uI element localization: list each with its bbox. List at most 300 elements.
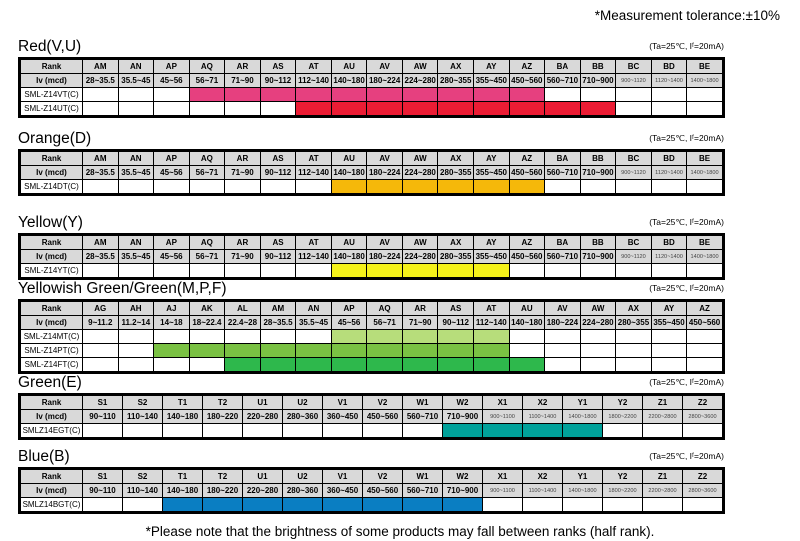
rank-header-cell: X1 [483, 470, 523, 484]
iv-label-cell: Iv (mcd) [21, 250, 83, 264]
rank-empty-cell [651, 88, 687, 102]
iv-value-cell: 710~900 [580, 250, 616, 264]
rank-empty-cell [83, 102, 119, 116]
rank-empty-cell [283, 424, 323, 438]
iv-value-cell: 180~224 [367, 74, 403, 88]
rank-header-row [21, 60, 723, 74]
rank-fill-cell [438, 102, 474, 116]
test-condition: (Ta=25℃, Iᶠ=20mA) [649, 283, 724, 293]
section-header [18, 38, 724, 57]
rank-header-cell: AG [83, 302, 119, 316]
rank-header-cell: AM [83, 60, 119, 74]
iv-value-cell: 90~112 [438, 316, 474, 330]
rank-header-cell: S1 [83, 470, 123, 484]
product-name-cell: SML-Z14UT(C) [21, 102, 83, 116]
section-header [18, 130, 724, 149]
section-header [18, 280, 724, 299]
iv-label-cell: Iv (mcd) [21, 316, 83, 330]
rank-empty-cell [616, 88, 652, 102]
iv-value-cell: 280~360 [283, 484, 323, 498]
rank-empty-cell [687, 180, 723, 194]
product-name-cell: SML-Z14FT(C) [21, 358, 83, 372]
iv-value-cell: 18~22.4 [189, 316, 225, 330]
iv-value-cell: 112~140 [296, 74, 332, 88]
rank-label-cell: Rank [21, 60, 83, 74]
rank-empty-cell [687, 102, 723, 116]
iv-value-cell: 110~140 [123, 484, 163, 498]
iv-value-cell: 1400~1800 [687, 166, 723, 180]
iv-value-cell: 112~140 [296, 250, 332, 264]
rank-fill-cell [331, 344, 367, 358]
rank-empty-cell [683, 424, 723, 438]
rank-fill-cell [189, 344, 225, 358]
rank-header-cell: AV [545, 302, 581, 316]
iv-value-cell: 56~71 [367, 316, 403, 330]
rank-empty-cell [403, 424, 443, 438]
rank-empty-cell [651, 344, 687, 358]
rank-fill-cell [331, 180, 367, 194]
iv-row [21, 250, 723, 264]
rank-header-cell: Y1 [563, 396, 603, 410]
rank-table-frame [18, 233, 725, 280]
rank-empty-cell [545, 358, 581, 372]
rank-header-cell: AP [154, 236, 190, 250]
rank-empty-cell [545, 180, 581, 194]
iv-value-cell: 224~280 [402, 74, 438, 88]
rank-header-cell: BE [687, 236, 723, 250]
rank-empty-cell [189, 180, 225, 194]
rank-label-cell: Rank [21, 152, 83, 166]
rank-fill-cell [402, 358, 438, 372]
rank-empty-cell [563, 498, 603, 512]
iv-value-cell: 140~180 [163, 484, 203, 498]
iv-value-cell: 355~450 [474, 250, 510, 264]
iv-value-cell: 71~90 [225, 250, 261, 264]
section-title: Green(E) [18, 374, 82, 391]
iv-value-cell: 2800~3600 [683, 410, 723, 424]
rank-empty-cell [154, 358, 190, 372]
iv-value-cell: 1400~1800 [563, 410, 603, 424]
iv-value-cell: 35.5~45 [296, 316, 332, 330]
iv-value-cell: 1100~1400 [523, 410, 563, 424]
iv-value-cell: 180~224 [367, 250, 403, 264]
rank-fill-cell [438, 344, 474, 358]
iv-value-cell: 28~35.5 [83, 74, 119, 88]
rank-empty-cell [580, 88, 616, 102]
iv-value-cell: 355~450 [474, 166, 510, 180]
rank-empty-cell [154, 264, 190, 278]
rank-fill-cell [296, 102, 332, 116]
rank-header-cell: AH [118, 302, 154, 316]
rank-header-cell: AZ [509, 236, 545, 250]
rank-fill-cell [402, 344, 438, 358]
rank-fill-cell [367, 180, 403, 194]
iv-value-cell: 450~560 [687, 316, 723, 330]
table-row [21, 424, 723, 438]
iv-row [21, 410, 723, 424]
iv-value-cell: 1120~1400 [651, 166, 687, 180]
rank-empty-cell [189, 358, 225, 372]
rank-empty-cell [260, 180, 296, 194]
rank-table-frame [18, 299, 725, 374]
rank-fill-cell [509, 88, 545, 102]
iv-value-cell: 71~90 [225, 166, 261, 180]
rank-empty-cell [580, 330, 616, 344]
table-row [21, 180, 723, 194]
rank-empty-cell [154, 180, 190, 194]
rank-empty-cell [545, 344, 581, 358]
rank-header-cell: AX [438, 152, 474, 166]
rank-empty-cell [603, 424, 643, 438]
rank-empty-cell [545, 330, 581, 344]
rank-empty-cell [580, 358, 616, 372]
rank-header-cell: AZ [509, 60, 545, 74]
iv-value-cell: 450~560 [509, 166, 545, 180]
iv-label-cell: Iv (mcd) [21, 484, 83, 498]
iv-value-cell: 280~355 [438, 74, 474, 88]
rank-fill-cell [474, 264, 510, 278]
product-name-cell: SML-Z14YT(C) [21, 264, 83, 278]
rank-header-cell: V1 [323, 396, 363, 410]
rank-empty-cell [545, 264, 581, 278]
rank-fill-cell [402, 330, 438, 344]
rank-header-cell: AU [331, 152, 367, 166]
rank-header-cell: X2 [523, 396, 563, 410]
iv-value-cell: 900~1100 [483, 410, 523, 424]
product-name-cell: SMLZ14BGT(C) [21, 498, 83, 512]
rank-fill-cell [438, 330, 474, 344]
rank-header-row [21, 396, 723, 410]
section-title: Yellowish Green/Green(M,P,F) [18, 280, 227, 297]
iv-value-cell: 140~180 [331, 166, 367, 180]
rank-label-cell: Rank [21, 470, 83, 484]
rank-header-cell: AS [260, 152, 296, 166]
iv-row [21, 74, 723, 88]
iv-value-cell: 90~112 [260, 166, 296, 180]
rank-empty-cell [118, 180, 154, 194]
rank-empty-cell [83, 88, 119, 102]
iv-value-cell: 28~35.5 [260, 316, 296, 330]
rank-header-cell: AR [402, 302, 438, 316]
rank-header-cell: AZ [687, 302, 723, 316]
rank-empty-cell [687, 344, 723, 358]
rank-header-cell: AY [474, 60, 510, 74]
iv-value-cell: 560~710 [545, 250, 581, 264]
iv-value-cell: 35.5~45 [118, 166, 154, 180]
rank-header-cell: AX [438, 60, 474, 74]
iv-value-cell: 71~90 [402, 316, 438, 330]
section-title: Red(V,U) [18, 38, 82, 55]
rank-header-cell: S1 [83, 396, 123, 410]
iv-label-cell: Iv (mcd) [21, 410, 83, 424]
section-title: Orange(D) [18, 130, 92, 147]
rank-header-cell: U2 [283, 470, 323, 484]
rank-empty-cell [363, 424, 403, 438]
rank-fill-cell [260, 88, 296, 102]
iv-value-cell: 9~11.2 [83, 316, 119, 330]
rank-label-cell: Rank [21, 302, 83, 316]
rank-fill-cell [509, 102, 545, 116]
rank-section [18, 374, 724, 445]
rank-fill-cell [483, 424, 523, 438]
iv-value-cell: 220~280 [243, 410, 283, 424]
rank-header-row [21, 236, 723, 250]
iv-value-cell: 112~140 [474, 316, 510, 330]
iv-value-cell: 140~180 [331, 250, 367, 264]
rank-empty-cell [616, 358, 652, 372]
iv-value-cell: 360~450 [323, 410, 363, 424]
rank-header-cell: BC [616, 60, 652, 74]
rank-section [18, 280, 724, 379]
rank-header-cell: AQ [189, 152, 225, 166]
test-condition: (Ta=25℃, Iᶠ=20mA) [649, 41, 724, 51]
iv-value-cell: 35.5~45 [118, 250, 154, 264]
rank-header-cell: U2 [283, 396, 323, 410]
product-name-cell: SML-Z14VT(C) [21, 88, 83, 102]
rank-table [20, 469, 723, 512]
section-header [18, 448, 724, 467]
rank-header-cell: T1 [163, 396, 203, 410]
rank-header-cell: AX [438, 236, 474, 250]
iv-value-cell: 90~110 [83, 410, 123, 424]
rank-empty-cell [243, 424, 283, 438]
iv-label-cell: Iv (mcd) [21, 166, 83, 180]
rank-fill-cell [260, 344, 296, 358]
rank-header-cell: AM [260, 302, 296, 316]
iv-value-cell: 56~71 [189, 166, 225, 180]
test-condition: (Ta=25℃, Iᶠ=20mA) [649, 451, 724, 461]
iv-value-cell: 1120~1400 [651, 74, 687, 88]
rank-fill-cell [474, 102, 510, 116]
iv-value-cell: 2800~3600 [683, 484, 723, 498]
rank-header-cell: AT [296, 60, 332, 74]
iv-value-cell: 28~35.5 [83, 166, 119, 180]
rank-fill-cell [438, 180, 474, 194]
rank-header-cell: BE [687, 152, 723, 166]
test-condition: (Ta=25℃, Iᶠ=20mA) [649, 217, 724, 227]
iv-value-cell: 224~280 [580, 316, 616, 330]
rank-empty-cell [687, 264, 723, 278]
rank-header-cell: Y2 [603, 470, 643, 484]
rank-empty-cell [83, 264, 119, 278]
rank-section [18, 448, 724, 519]
table-row [21, 88, 723, 102]
rank-header-cell: AY [474, 236, 510, 250]
rank-header-cell: BC [616, 152, 652, 166]
iv-value-cell: 45~56 [154, 74, 190, 88]
rank-header-cell: AM [83, 152, 119, 166]
rank-fill-cell [260, 358, 296, 372]
iv-value-cell: 56~71 [189, 250, 225, 264]
rank-header-cell: AS [260, 60, 296, 74]
rank-header-cell: W1 [403, 470, 443, 484]
iv-value-cell: 450~560 [363, 484, 403, 498]
rank-header-cell: AQ [189, 236, 225, 250]
rank-empty-cell [189, 264, 225, 278]
rank-empty-cell [296, 330, 332, 344]
rank-header-cell: BD [651, 60, 687, 74]
rank-fill-cell [402, 180, 438, 194]
iv-value-cell: 22.4~28 [225, 316, 261, 330]
rank-empty-cell [580, 180, 616, 194]
section-title: Yellow(Y) [18, 214, 83, 231]
rank-empty-cell [83, 358, 119, 372]
rank-label-cell: Rank [21, 236, 83, 250]
section-header [18, 214, 724, 233]
rank-empty-cell [118, 358, 154, 372]
rank-empty-cell [616, 180, 652, 194]
iv-value-cell: 900~1120 [616, 74, 652, 88]
rank-empty-cell [154, 88, 190, 102]
rank-header-cell: AW [402, 60, 438, 74]
iv-value-cell: 140~180 [163, 410, 203, 424]
rank-header-cell: V1 [323, 470, 363, 484]
rank-header-cell: V2 [363, 396, 403, 410]
rank-empty-cell [154, 102, 190, 116]
iv-value-cell: 710~900 [443, 410, 483, 424]
iv-value-cell: 2200~2800 [643, 410, 683, 424]
rank-empty-cell [118, 102, 154, 116]
rank-empty-cell [203, 424, 243, 438]
iv-value-cell: 1800~2200 [603, 484, 643, 498]
section-header [18, 374, 724, 393]
rank-header-cell: AT [296, 236, 332, 250]
rank-empty-cell [687, 358, 723, 372]
table-row [21, 344, 723, 358]
iv-value-cell: 900~1120 [616, 166, 652, 180]
rank-fill-cell [331, 264, 367, 278]
rank-fill-cell [474, 330, 510, 344]
rank-header-cell: T2 [203, 470, 243, 484]
rank-fill-cell [402, 264, 438, 278]
rank-header-cell: Y1 [563, 470, 603, 484]
rank-fill-cell [509, 358, 545, 372]
rank-header-cell: BD [651, 236, 687, 250]
rank-header-cell: U1 [243, 470, 283, 484]
iv-value-cell: 2200~2800 [643, 484, 683, 498]
rank-fill-cell [163, 498, 203, 512]
iv-value-cell: 355~450 [651, 316, 687, 330]
rank-fill-cell [367, 358, 403, 372]
iv-value-cell: 45~56 [331, 316, 367, 330]
rank-fill-cell [438, 264, 474, 278]
rank-header-cell: W2 [443, 396, 483, 410]
iv-value-cell: 1400~1800 [563, 484, 603, 498]
rank-header-cell: BA [545, 60, 581, 74]
rank-fill-cell [474, 344, 510, 358]
iv-value-cell: 28~35.5 [83, 250, 119, 264]
rank-fill-cell [225, 358, 261, 372]
rank-header-cell: BB [580, 236, 616, 250]
rank-header-cell: AW [402, 236, 438, 250]
iv-value-cell: 560~710 [403, 484, 443, 498]
rank-fill-cell [243, 498, 283, 512]
rank-fill-cell [203, 498, 243, 512]
rank-empty-cell [509, 344, 545, 358]
rank-empty-cell [225, 330, 261, 344]
rank-header-cell: AZ [509, 152, 545, 166]
rank-header-cell: W2 [443, 470, 483, 484]
rank-table [20, 395, 723, 438]
rank-fill-cell [225, 344, 261, 358]
rank-empty-cell [651, 358, 687, 372]
rank-empty-cell [643, 498, 683, 512]
table-row [21, 264, 723, 278]
rank-label-cell: Rank [21, 396, 83, 410]
iv-value-cell: 220~280 [243, 484, 283, 498]
rank-fill-cell [296, 88, 332, 102]
rank-header-cell: AL [225, 302, 261, 316]
iv-value-cell: 14~18 [154, 316, 190, 330]
rank-empty-cell [296, 180, 332, 194]
iv-value-cell: 900~1100 [483, 484, 523, 498]
rank-header-cell: T1 [163, 470, 203, 484]
iv-value-cell: 450~560 [363, 410, 403, 424]
iv-value-cell: 35.5~45 [118, 74, 154, 88]
rank-empty-cell [118, 264, 154, 278]
iv-value-cell: 180~224 [545, 316, 581, 330]
iv-row [21, 316, 723, 330]
rank-header-cell: X1 [483, 396, 523, 410]
rank-fill-cell [509, 180, 545, 194]
iv-value-cell: 56~71 [189, 74, 225, 88]
iv-row [21, 166, 723, 180]
rank-section [18, 214, 724, 285]
test-condition: (Ta=25℃, Iᶠ=20mA) [649, 377, 724, 387]
rank-header-cell: AT [296, 152, 332, 166]
iv-value-cell: 280~355 [438, 166, 474, 180]
rank-empty-cell [509, 264, 545, 278]
rank-header-cell: AV [367, 60, 403, 74]
iv-value-cell: 140~180 [331, 74, 367, 88]
rank-table [20, 301, 723, 372]
rank-empty-cell [545, 88, 581, 102]
rank-empty-cell [687, 88, 723, 102]
rank-fill-cell [474, 358, 510, 372]
rank-empty-cell [154, 330, 190, 344]
rank-header-cell: BA [545, 236, 581, 250]
rank-fill-cell [563, 424, 603, 438]
rank-fill-cell [443, 424, 483, 438]
rank-header-cell: Z1 [643, 470, 683, 484]
rank-table-frame [18, 57, 725, 118]
rank-fill-cell [545, 102, 581, 116]
rank-fill-cell [225, 88, 261, 102]
rank-fill-cell [367, 264, 403, 278]
rank-header-cell: AW [580, 302, 616, 316]
rank-header-cell: Z1 [643, 396, 683, 410]
rank-section [18, 130, 724, 201]
table-row [21, 102, 723, 116]
rank-fill-cell [323, 498, 363, 512]
rank-fill-cell [367, 344, 403, 358]
rank-fill-cell [363, 498, 403, 512]
rank-header-cell: AT [474, 302, 510, 316]
rank-fill-cell [367, 88, 403, 102]
rank-header-cell: BC [616, 236, 652, 250]
rank-header-cell: Y2 [603, 396, 643, 410]
product-name-cell: SML-Z14PT(C) [21, 344, 83, 358]
iv-value-cell: 180~220 [203, 410, 243, 424]
rank-fill-cell [474, 88, 510, 102]
rank-fill-cell [189, 88, 225, 102]
iv-value-cell: 90~112 [260, 74, 296, 88]
product-name-cell: SML-Z14MT(C) [21, 330, 83, 344]
rank-header-cell: AS [260, 236, 296, 250]
rank-header-cell: BE [687, 60, 723, 74]
iv-value-cell: 560~710 [545, 166, 581, 180]
rank-empty-cell [225, 180, 261, 194]
